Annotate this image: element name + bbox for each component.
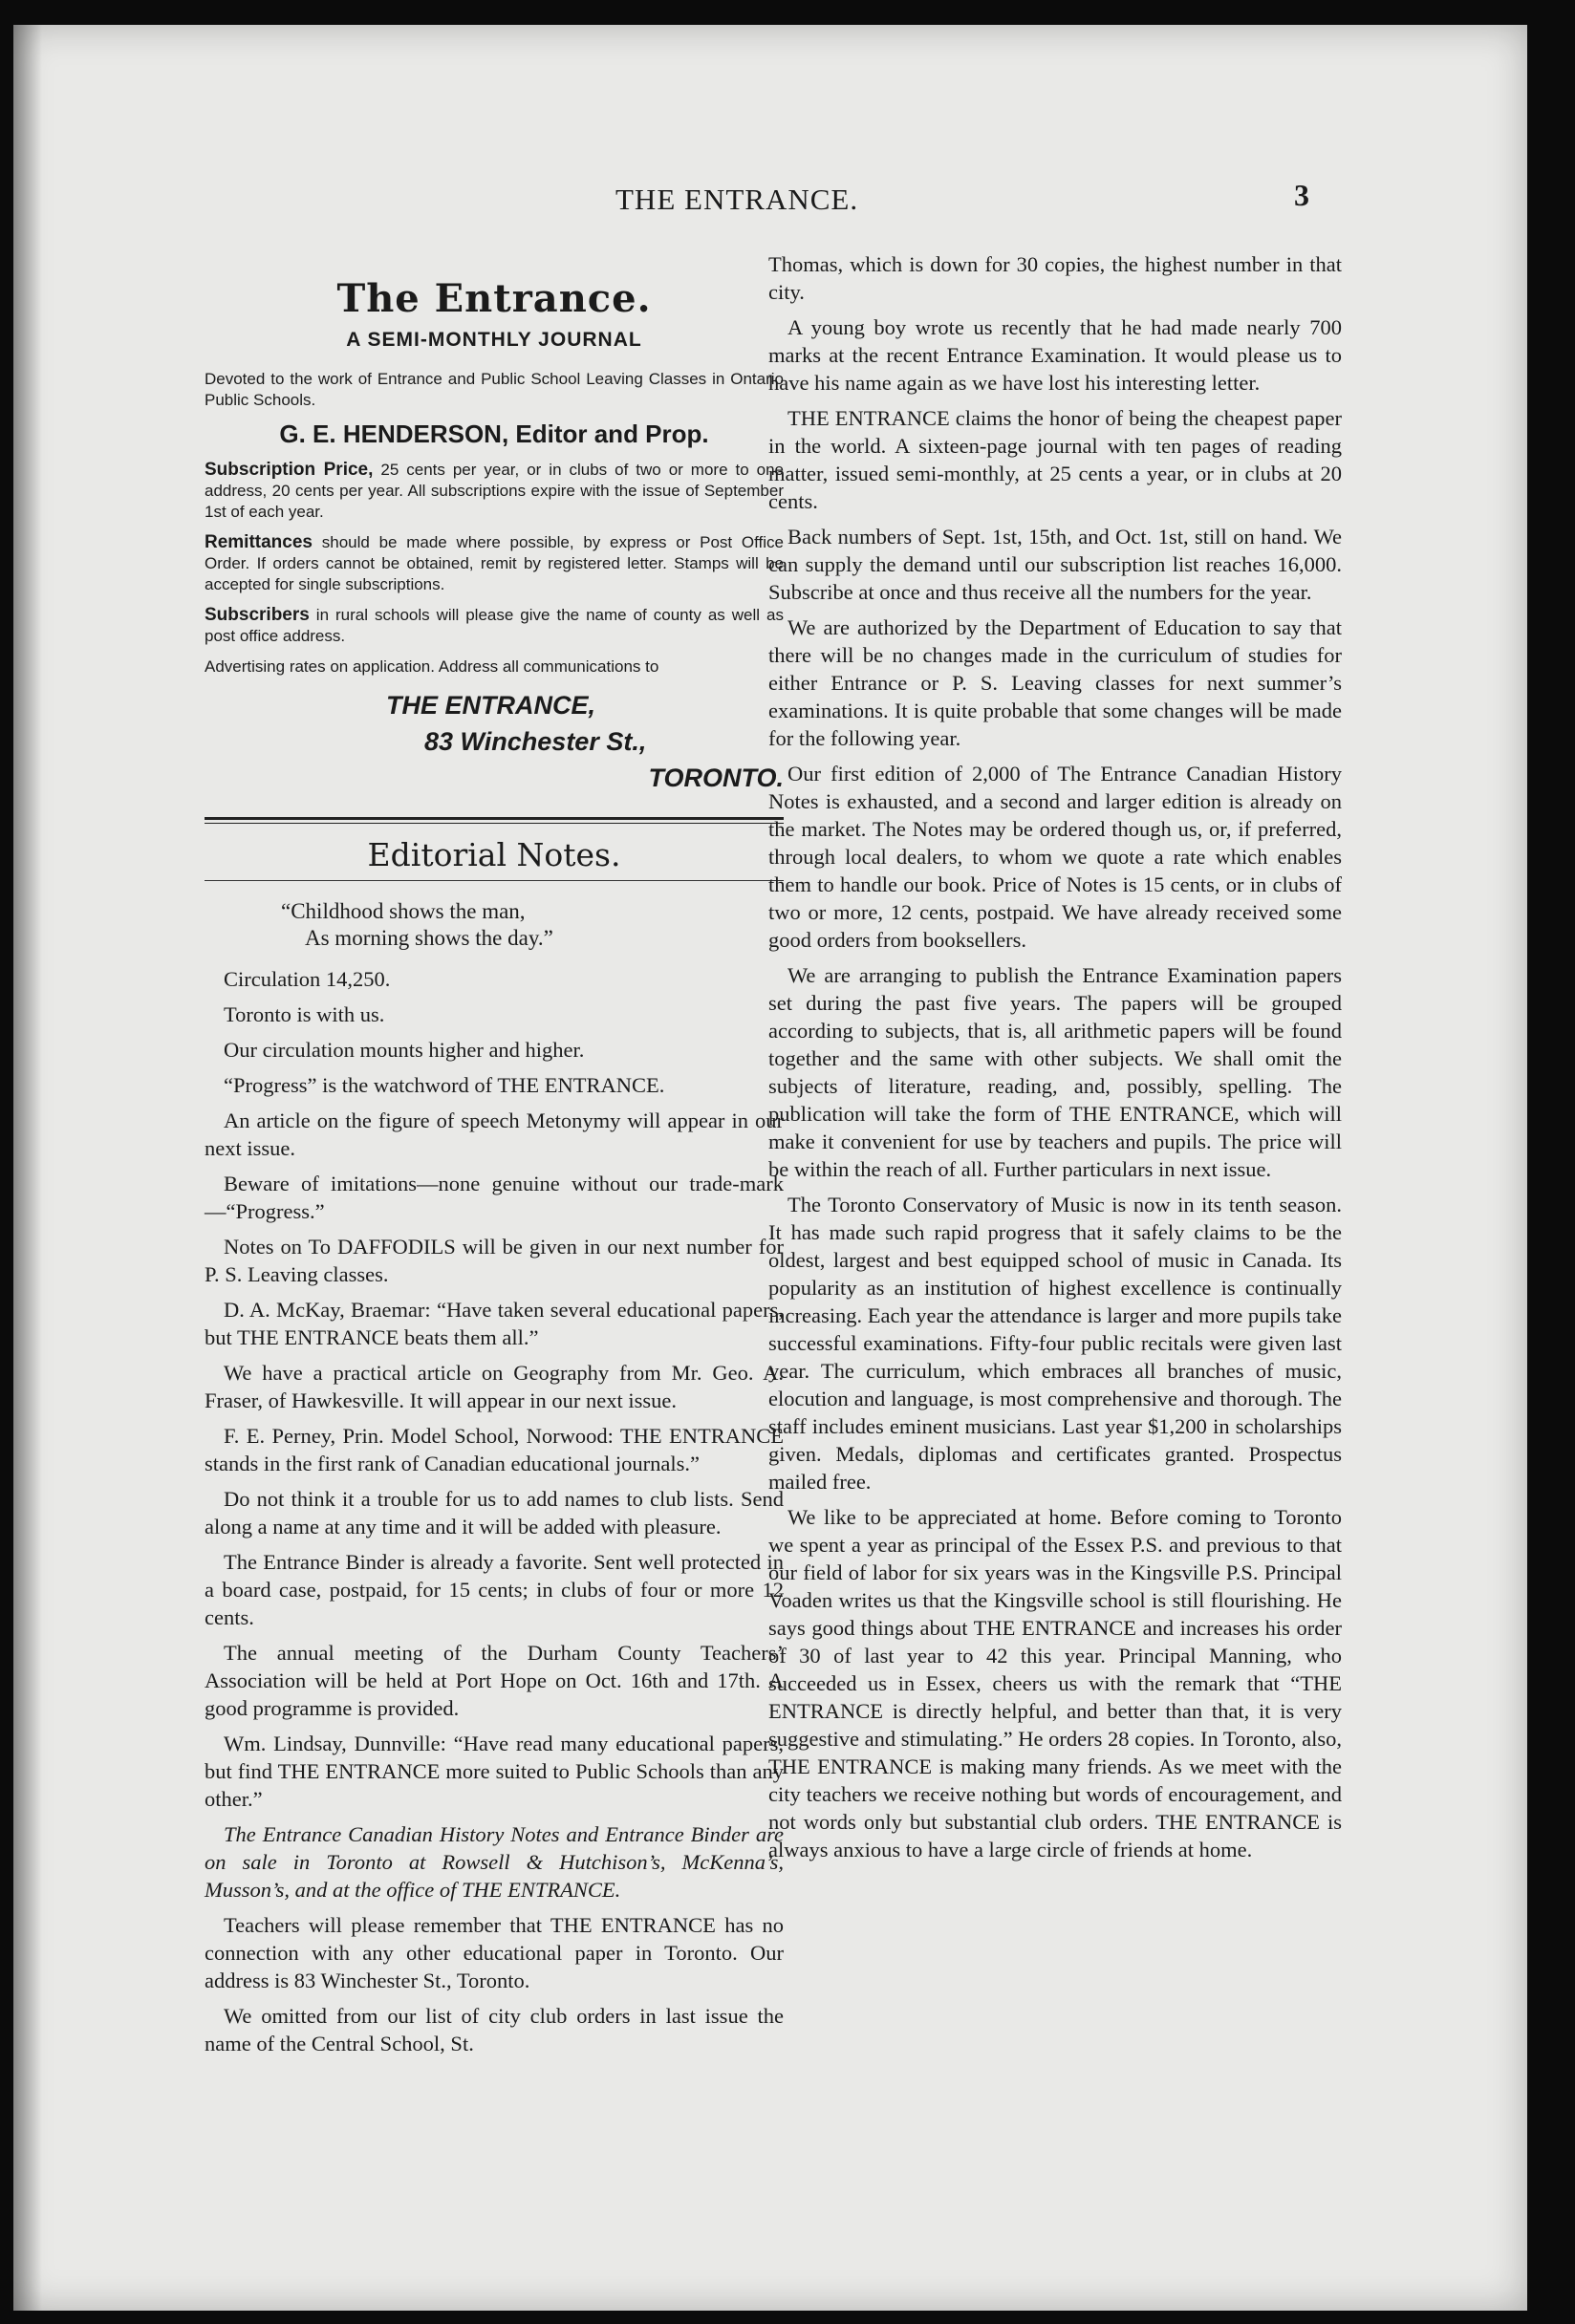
section-divider xyxy=(205,817,784,824)
heading-rule xyxy=(205,880,784,881)
left-editorial-notes xyxy=(205,965,784,2057)
newspaper-page xyxy=(13,25,1527,2311)
masthead xyxy=(205,276,784,796)
editorial-paragraph: Beware of imitations—none genuine without our trade-mark—“Progress.” xyxy=(205,1172,784,1223)
editorial-paragraph: The Entrance Canadian History Notes and Entrance Binder are on sale in Toronto at Rowsell & Hutchison’s, McKenna’s, Musson’s, and at the office of THE ENTRANCE. xyxy=(205,1822,784,1902)
remittances-label: Remittances xyxy=(205,532,313,552)
remittances xyxy=(205,532,784,595)
editorial-paragraph: Notes on To DAFFODILS will be given in our next number for P. S. Leaving classes. xyxy=(205,1235,784,1286)
mailing-address xyxy=(205,687,784,796)
subscribers-text: in rural schools will please give the name of county as well as post office address. xyxy=(205,606,784,645)
right-column xyxy=(768,250,1342,1871)
left-column xyxy=(205,269,784,2065)
address-line: TORONTO. xyxy=(648,764,784,792)
editorial-paragraph: Toronto is with us. xyxy=(224,1002,385,1026)
editorial-paragraph: Thomas, which is down for 30 copies, the highest number in that city. xyxy=(768,252,1342,304)
editorial-paragraph: We like to be appreciated at home. Before coming to Toronto we spent a year as principal of the Essex P.S. and previous to that our field of labor for six years was in the Kingsville P.S. Principal Voaden writes us that the Kingsville school is still flourishing. He says good things about THE ENTRANCE and increases his order of 30 of last year to 42 this year. Principal Manning, who succeeded us in Essex, cheers us with the remark that “THE ENTRANCE is directly helpful, and better than that, it is very suggestive and stimulating.” He orders 28 copies. In Toronto, also, THE ENTRANCE is making many friends. As we meet with the city teachers we receive nothing but words of encouragement, and not words only but substantial club orders. THE ENTRANCE is always anxious to have a large circle of friends at home. xyxy=(768,1505,1342,1861)
subscribers xyxy=(205,605,784,647)
editorial-paragraph: Back numbers of Sept. 1st, 15th, and Oct. 1st, still on hand. We can supply the demand until our subscription list reaches 16,000. Subscribe at once and thus receive all the numbers for the year. xyxy=(768,525,1342,604)
masthead-devoted: Devoted to the work of Entrance and Public School Leaving Classes in Ontario Public Schools. xyxy=(205,370,784,409)
address-line: 83 Winchester St., xyxy=(424,727,647,756)
subscribers-label: Subscribers xyxy=(205,605,310,625)
editorial-paragraph: We are arranging to publish the Entrance Examination papers set during the past five years. The papers will be grouped according to subjects, that is, all arithmetic papers will be found together and the same with other subjects. We shall omit the subjects of literature, reading, and, possibly, spelling. The publication will take the form of THE ENTRANCE, which will make it convenient for use by teachers and pupils. The price will be within the reach of all. Further particulars in next issue. xyxy=(768,963,1342,1181)
masthead-editor: G. E. HENDERSON, Editor and Prop. xyxy=(279,420,709,448)
advertising: Advertising rates on application. Address all communications to xyxy=(205,657,659,676)
editorial-paragraph: The annual meeting of the Durham County Teachers’ Association will be held at Port Hope on Oct. 16th and 17th. A good programme is provided. xyxy=(205,1641,784,1720)
epigraph-line: “Childhood shows the man, xyxy=(281,899,526,923)
editorial-paragraph: The Toronto Conservatory of Music is now in its tenth season. It has made such rapid progress that it safely claims to be the oldest, largest and best equipped school of music in Canada. Its popularity as an institution of highest excellence is continually increasing. Each year the attendance is larger and more pupils take successful examinations. Fifty-four public recitals were given last year. The curriculum, which embraces all branches of music, elocution and language, is most comprehensive and thorough. The staff includes eminent musicians. Last year $1,200 in scholarships given. Medals, diplomas and certificates granted. Prospectus mailed free. xyxy=(768,1193,1342,1494)
editorial-paragraph: Teachers will please remember that THE ENTRANCE has no connection with any other educational paper in Toronto. Our address is 83 Winchester St., Toronto. xyxy=(205,1913,784,1992)
page-number: 3 xyxy=(1294,178,1309,212)
editorial-paragraph: D. A. McKay, Braemar: “Have taken several educational papers, but THE ENTRANCE beats them all.” xyxy=(205,1298,784,1349)
masthead-title: The Entrance. xyxy=(336,276,652,321)
editorial-paragraph: Our first edition of 2,000 of The Entrance Canadian History Notes is exhausted, and a second and larger edition is already on the market. The Notes may be ordered though us, or, if preferred, through local dealers, to whom we quote a rate which enables them to handle our book. Price of Notes is 15 cents, or in clubs of two or more, 12 cents, postpaid. We have already received some good orders from booksellers. xyxy=(768,762,1342,952)
editorial-paragraph: Circulation 14,250. xyxy=(224,967,391,991)
editorial-paragraph: An article on the figure of speech Metonymy will appear in our next issue. xyxy=(205,1108,784,1160)
editorial-paragraph: We are authorized by the Department of Education to say that there will be no changes made in the curriculum of studies for either Entrance or P. S. Leaving classes for next summer’s examinations. It is quite probable that some changes will be made for the following year. xyxy=(768,615,1342,750)
editorial-paragraph: A young boy wrote us recently that he had made nearly 700 marks at the recent Entrance Examination. It would please us to have his name again as we have lost his interesting letter. xyxy=(768,315,1342,395)
editorial-paragraph: We have a practical article on Geography from Mr. Geo. A. Fraser, of Hawkesville. It will appear in our next issue. xyxy=(205,1361,784,1412)
epigraph xyxy=(205,898,784,952)
editorial-paragraph: Our circulation mounts higher and higher. xyxy=(224,1038,585,1062)
editorial-paragraph: We omitted from our list of city club orders in last issue the name of the Central School, St. xyxy=(205,2004,784,2055)
epigraph-line: As morning shows the day.” xyxy=(305,926,553,950)
editorial-paragraph: “Progress” is the watchword of THE ENTRANCE. xyxy=(224,1073,665,1097)
subscription-price xyxy=(205,460,784,523)
masthead-subtitle: A SEMI-MONTHLY JOURNAL xyxy=(346,329,642,351)
editorial-paragraph: F. E. Perney, Prin. Model School, Norwood: THE ENTRANCE stands in the first rank of Canadian educational journals.” xyxy=(205,1424,784,1475)
editorial-paragraph: Do not think it a trouble for us to add names to club lists. Send along a name at any time and it will be added with pleasure. xyxy=(205,1487,784,1539)
remittances-text: should be made where possible, by express or Post Office Order. If orders cannot be obtained, remit by registered letter. Stamps will be accepted for single subscriptions. xyxy=(205,533,784,593)
subscription-price-label: Subscription Price, xyxy=(205,460,374,480)
address-line: THE ENTRANCE, xyxy=(386,691,596,720)
section-heading: Editorial Notes. xyxy=(367,836,621,873)
editorial-paragraph: The Entrance Binder is already a favorite. Sent well protected in a board case, postpaid, for 15 cents; in clubs of four or more 12 cents. xyxy=(205,1550,784,1629)
running-title: THE ENTRANCE. xyxy=(615,183,859,216)
subscription-price-text: 25 cents per year, or in clubs of two or more to one address, 20 cents per year. All subscriptions expire with the issue of September 1st of each year. xyxy=(205,461,784,521)
editorial-paragraph: Wm. Lindsay, Dunnville: “Have read many educational papers, but find THE ENTRANCE more suited to Public Schools than any other.” xyxy=(205,1732,784,1811)
editorial-paragraph: THE ENTRANCE claims the honor of being the cheapest paper in the world. A sixteen-page journal with ten pages of reading matter, issued semi-monthly, at 25 cents a year, or in clubs at 20 cents. xyxy=(768,406,1342,513)
